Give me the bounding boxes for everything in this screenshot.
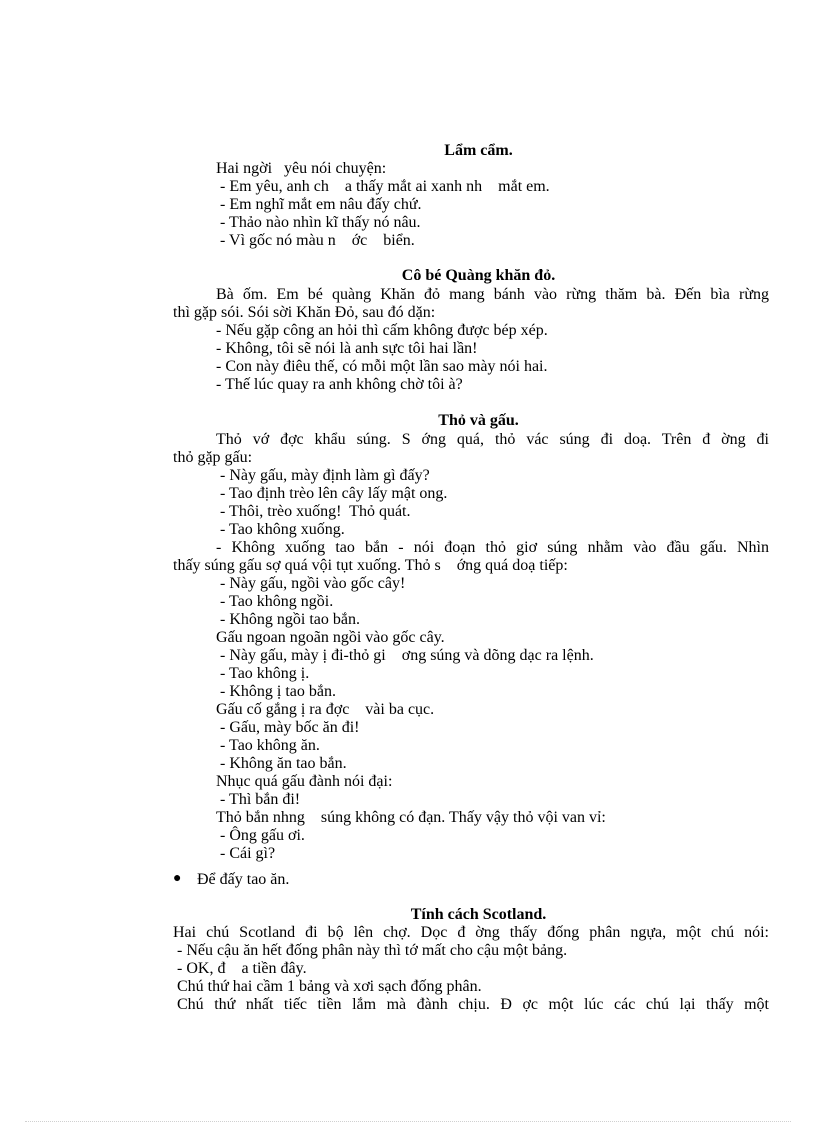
- text-line: - Cái gì?: [216, 845, 276, 862]
- text-line: - Thảo nào nhìn kĩ thấy nó nâu.: [216, 214, 421, 231]
- text-line: thấy súng gấu sợ quá vội tụt xuống. Thỏ s ớng quá doạ tiếp:: [173, 557, 568, 574]
- text-line: - Tao định trèo lên cây lấy mật ong.: [216, 485, 448, 502]
- text-line: - Nếu cậu ăn hết đống phân này thì tớ mất cho cậu một bảng.: [173, 942, 568, 959]
- text-line: - Không ăn tao bắn.: [216, 755, 347, 772]
- text-line: - Thôi, trèo xuống! Thỏ quát.: [216, 503, 411, 520]
- text-line: Nhục quá gấu đành nói đại:: [216, 773, 393, 790]
- text-line: - Gấu, mày bốc ăn đi!: [216, 719, 360, 736]
- text-line: - Vì gốc nó màu n ớc biển.: [216, 232, 415, 249]
- text-line: - Thì bắn đi!: [216, 791, 301, 808]
- text-line: - Em nghĩ mắt em nâu đấy chứ.: [216, 196, 422, 213]
- text-line: - Con này điêu thế, có mỗi một lần sao mày nói hai.: [216, 358, 548, 375]
- text-line: thỏ gặp gấu:: [173, 449, 253, 466]
- text-line: - Tao không xuống.: [216, 521, 345, 538]
- text-line: - Không ị tao bắn.: [216, 683, 336, 700]
- text-line: Hai ngời yêu nói chuyện:: [216, 160, 387, 177]
- bullet-item: Để đấy tao ăn.: [197, 871, 290, 888]
- section-title: Tính cách Scotland.: [410, 906, 547, 923]
- text-line: Gấu ngoan ngoãn ngồi vào gốc cây.: [216, 629, 445, 646]
- text-line: - Tao không ngồi.: [216, 593, 334, 610]
- text-line: - Tao không ị.: [216, 665, 310, 682]
- bullet-dot-icon: ●: [173, 871, 182, 886]
- text-line: Chú thứ hai cầm 1 bảng và xơi sạch đống phân.: [177, 978, 482, 995]
- section-title: Cô bé Quàng khăn đỏ.: [401, 267, 556, 284]
- text-line: - Này gấu, ngồi vào gốc cây!: [216, 575, 406, 592]
- text-line: Chú thứ nhất tiếc tiền lắm mà đành chịu. Đ ợc một lúc các chú lại thấy một: [177, 996, 769, 1013]
- text-line: - Này gấu, mày ị đi-thỏ gi ơng súng và dõng dạc ra lệnh.: [216, 647, 594, 664]
- text-line: - Thế lúc quay ra anh không chờ tôi à?: [216, 376, 463, 393]
- page-bottom-rule: [25, 1121, 791, 1122]
- text-line: - Không ngồi tao bắn.: [216, 611, 360, 628]
- text-line: Bà ốm. Em bé quàng Khăn đỏ mang bánh vào rừng thăm bà. Đến bìa rừng: [216, 286, 769, 303]
- text-line: - Nếu gặp công an hỏi thì cấm không được bép xép.: [216, 322, 548, 339]
- text-line: - OK, đ a tiền đây.: [173, 960, 307, 977]
- text-line: Gấu cố gắng ị ra đợc vài ba cục.: [216, 701, 435, 718]
- text-line: - Tao không ăn.: [216, 737, 320, 754]
- text-line: Thỏ vớ đợc khẩu súng. S ớng quá, thỏ vác súng đi doạ. Trên đ ờng đi: [216, 431, 769, 448]
- text-line: - Không xuống tao bắn - nói đoạn thỏ giơ súng nhằm vào đầu gấu. Nhìn: [216, 539, 769, 556]
- text-line: - Em yêu, anh ch a thấy mắt ai xanh nh mắt em.: [216, 178, 550, 195]
- text-line: thì gặp sói. Sói sời Khăn Đỏ, sau đó dặn:: [173, 304, 436, 321]
- text-line: - Ông gấu ơi.: [216, 827, 305, 844]
- section-title: Lẩm cẩm.: [444, 142, 513, 159]
- text-line: Thỏ bắn nhng súng không có đạn. Thấy vậy thỏ vội van vỉ:: [216, 809, 606, 826]
- text-line: - Không, tôi sẽ nói là anh sực tôi hai lần!: [216, 340, 478, 357]
- text-line: - Này gấu, mày định làm gì đấy?: [216, 467, 430, 484]
- text-line: Hai chú Scotland đi bộ lên chợ. Dọc đ ờng thấy đống phân ngựa, một chú nói:: [173, 924, 769, 941]
- section-title: Thỏ và gấu.: [438, 412, 519, 429]
